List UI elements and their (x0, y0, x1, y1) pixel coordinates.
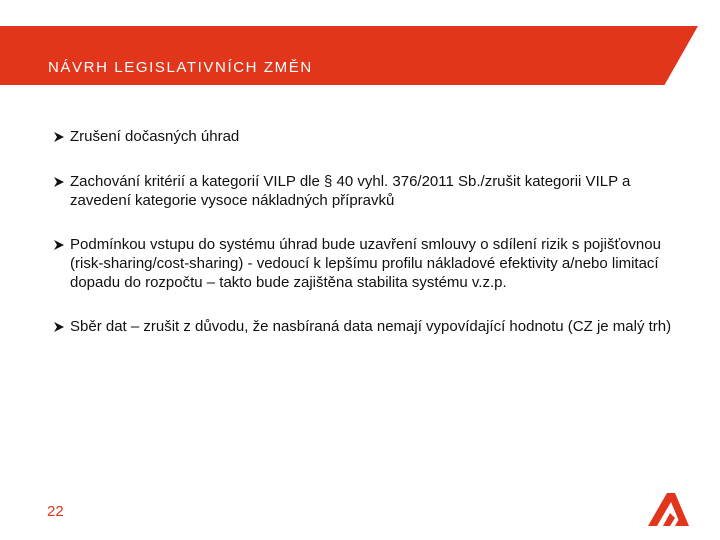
bullet-item (53, 317, 673, 336)
arrowhead-bullet-icon (53, 176, 65, 188)
page-number: 22 (47, 503, 64, 520)
company-logo-icon (648, 492, 690, 526)
bullet-item (53, 172, 673, 210)
bullet-item (53, 235, 673, 292)
bullet-text: Podmínkou vstupu do systému úhrad bude uzavření smlouvy o sdílení rizik s pojišťovnou (risk-sharing/cost-sharing) - vedoucí k lepšímu profilu nákladové efektivity a/nebo limitací dopadu do rozpočtu – takto bude zajištěna stabilita systému v.z.p. (70, 236, 661, 291)
slide-title: NÁVRH LEGISLATIVNÍCH ZMĚN (48, 59, 313, 76)
arrowhead-bullet-icon (53, 131, 65, 143)
bullet-item (53, 127, 673, 146)
bullet-text: Zrušení dočasných úhrad (70, 128, 240, 145)
bullet-text: Zachování kritérií a kategorií VILP dle § 40 vyhl. 376/2011 Sb./zrušit kategorii VILP a zavedení kategorie vysoce nákladných přípravků (70, 173, 631, 209)
arrowhead-bullet-icon (53, 321, 65, 333)
bullet-list (53, 127, 673, 336)
arrowhead-bullet-icon (53, 239, 65, 251)
bullet-text: Sběr dat – zrušit z důvodu, že nasbíraná data nemají vypovídající hodnotu (CZ je malý trh) (70, 318, 672, 335)
